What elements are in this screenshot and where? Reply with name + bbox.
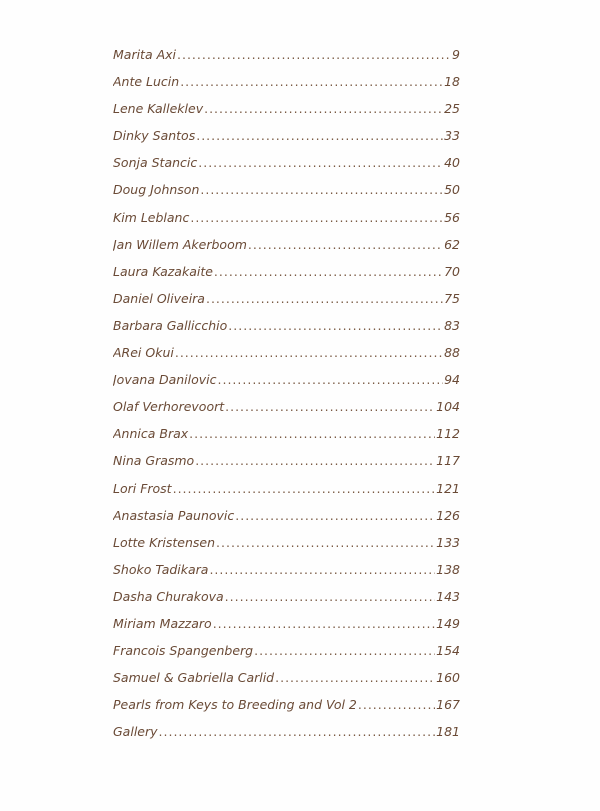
toc-entry[interactable] [113, 182, 460, 209]
dot-leader [204, 101, 443, 116]
toc-entry-page-number: 88 [444, 345, 460, 361]
toc-entry[interactable] [113, 372, 460, 399]
dot-leader [190, 210, 443, 225]
toc-entry-title: Nina Grasmo [113, 453, 195, 469]
toc-entry[interactable] [113, 724, 460, 751]
dot-leader [198, 155, 443, 170]
dot-leader [228, 318, 443, 333]
toc-entry-title: Sonja Stancic [113, 155, 198, 171]
toc-entry-page-number: 33 [444, 128, 460, 144]
toc-entry-title: Kim Leblanc [113, 209, 190, 225]
toc-entry-title: Lene Kalleklev [113, 101, 204, 117]
dot-leader [358, 697, 435, 712]
toc-entry[interactable] [113, 47, 460, 74]
toc-entry-page-number: 143 [436, 588, 460, 604]
toc-entry-page-number: 160 [436, 670, 460, 686]
toc-entry-title: Doug Johnson [113, 182, 200, 198]
toc-entry-page-number: 133 [436, 534, 460, 550]
dot-leader [177, 47, 451, 62]
toc-entry-title: Marita Axi [113, 47, 177, 62]
toc-entry-page-number: 181 [436, 724, 460, 740]
toc-entry-page-number: 75 [444, 290, 460, 306]
dot-leader [214, 264, 443, 279]
toc-entry[interactable] [113, 237, 460, 264]
toc-entry[interactable] [113, 291, 460, 318]
toc-entry[interactable] [113, 264, 460, 291]
toc-entry-title: Francois Spangenberg [113, 643, 254, 659]
toc-entry-title: Jan Willem Akerboom [113, 236, 247, 252]
toc-entry-page-number: 83 [444, 317, 460, 333]
toc-entry[interactable] [113, 318, 460, 345]
toc-entry-title: Gallery [113, 724, 158, 740]
toc-entry[interactable] [113, 535, 460, 562]
dot-leader [225, 589, 435, 604]
toc-entry[interactable] [113, 508, 460, 535]
dot-leader [218, 372, 444, 387]
toc-entry-page-number: 56 [444, 209, 460, 225]
toc-entry-page-number: 126 [436, 507, 460, 523]
toc-entry-page-number: 149 [436, 615, 460, 631]
toc-entry-page-number: 9 [452, 47, 460, 62]
dot-leader [189, 426, 435, 441]
toc-entry-title: Jovana Danilovic [113, 372, 217, 388]
toc-entry-title: Lotte Kristensen [113, 534, 216, 550]
toc-entry-page-number: 167 [436, 697, 460, 713]
toc-entry[interactable] [113, 589, 460, 616]
toc-entry[interactable] [113, 399, 460, 426]
toc-entry-page-number: 121 [436, 480, 460, 496]
toc-entry[interactable] [113, 453, 460, 480]
toc-entry-title: Samuel & Gabriella Carlid [113, 670, 275, 686]
toc-entry-title: ARei Okui [113, 345, 174, 361]
toc-entry-page-number: 104 [436, 399, 460, 415]
toc-entry-title: Ante Lucin [113, 74, 180, 90]
toc-entry-page-number: 94 [444, 372, 460, 388]
dot-leader [175, 345, 443, 360]
toc-entry-page-number: 18 [444, 74, 460, 90]
toc-entry[interactable] [113, 345, 460, 372]
toc-entry-title: Lori Frost [113, 480, 172, 496]
toc-entry[interactable] [113, 562, 460, 589]
dot-leader [209, 562, 435, 577]
toc-entry[interactable] [113, 210, 460, 237]
dot-leader [248, 237, 443, 252]
dot-leader [200, 182, 443, 197]
table-of-contents [113, 47, 460, 751]
toc-entry-title: Miriam Mazzaro [113, 615, 212, 631]
toc-entry[interactable] [113, 670, 460, 697]
dot-leader [196, 128, 443, 143]
toc-entry-page-number: 154 [436, 643, 460, 659]
toc-entry-page-number: 112 [436, 426, 460, 442]
dot-leader [216, 535, 435, 550]
dot-leader [173, 481, 436, 496]
toc-entry-title: Annica Brax [113, 426, 189, 442]
toc-entry[interactable] [113, 697, 460, 724]
toc-entry[interactable] [113, 643, 460, 670]
toc-entry-page-number: 138 [436, 561, 460, 577]
toc-entry-title: Dasha Churakova [113, 588, 224, 604]
toc-entry-page-number: 70 [444, 263, 460, 279]
toc-entry[interactable] [113, 481, 460, 508]
toc-entry[interactable] [113, 426, 460, 453]
dot-leader [213, 616, 435, 631]
dot-leader [206, 291, 443, 306]
toc-entry-page-number: 62 [444, 236, 460, 252]
toc-entry-title: Daniel Oliveira [113, 290, 205, 306]
toc-entry[interactable] [113, 101, 460, 128]
toc-entry-page-number: 40 [444, 155, 460, 171]
dot-leader [235, 508, 435, 523]
toc-entry-title: Laura Kazakaite [113, 263, 213, 279]
toc-entry-title: Anastasia Paunovic [113, 507, 235, 523]
dot-leader [225, 399, 435, 414]
toc-entry[interactable] [113, 616, 460, 643]
dot-leader [275, 670, 435, 685]
dot-leader [254, 643, 435, 658]
toc-entry-title: Barbara Gallicchio [113, 317, 228, 333]
dot-leader [180, 74, 443, 89]
toc-entry-page-number: 50 [444, 182, 460, 198]
dot-leader [195, 453, 435, 468]
toc-entry-title: Shoko Tadikara [113, 561, 209, 577]
toc-entry[interactable] [113, 74, 460, 101]
dot-leader [159, 724, 436, 739]
toc-entry-page-number: 117 [436, 453, 460, 469]
toc-entry-title: Pearls from Keys to Breeding and Vol 2 [113, 697, 357, 713]
toc-entry-page-number: 25 [444, 101, 460, 117]
toc-entry[interactable] [113, 128, 460, 155]
toc-entry-title: Dinky Santos [113, 128, 196, 144]
toc-entry[interactable] [113, 155, 460, 182]
toc-entry-title: Olaf Verhorevoort [113, 399, 225, 415]
